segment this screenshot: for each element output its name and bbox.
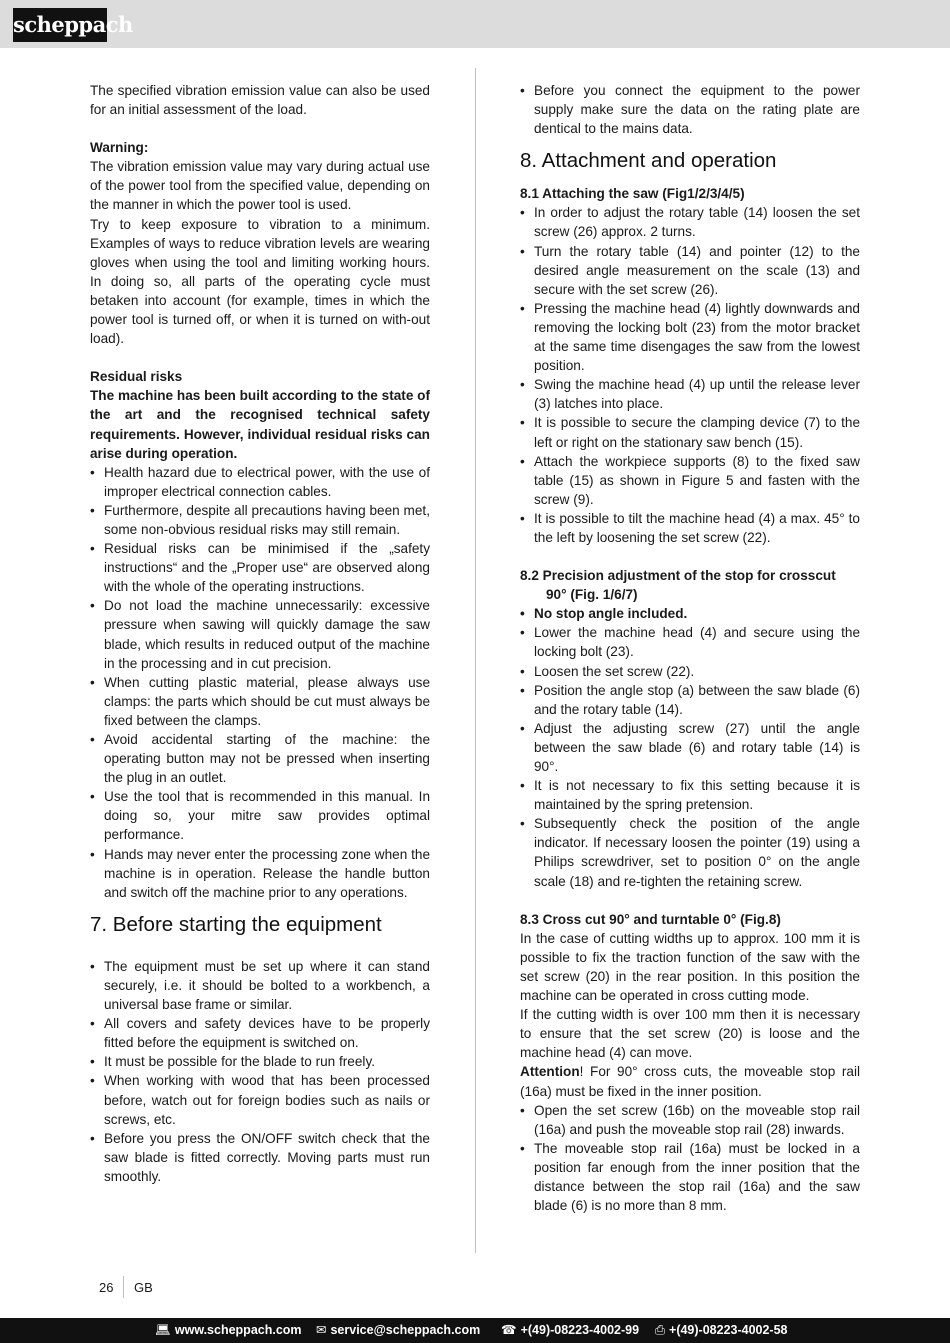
warning-paragraph-2: Try to keep exposure to vibration to a minimum. Examples of ways to reduce vibration levels are wearing gloves when using the tool and limiting working hours. In doing so, all parts of the operating cycle must betaken into account (for example, times in which the power tool is turned off, or when it is turned on with-out load).: [90, 216, 430, 347]
residual-risks-list: [90, 463, 430, 902]
list-item: • Lower the machine head (4) and secure using the locking bolt (23).: [520, 623, 860, 661]
footer-fax[interactable]: [655, 1318, 788, 1343]
list-item: • Turn the rotary table (14) and pointer (12) to the desired angle measurement on the scale (13) and secure with the set screw (26).: [520, 242, 860, 299]
section-8-3-paragraph-2: If the cutting width is over 100 mm then it is necessary to ensure that the set screw (20) is loose and the machine head (4) can move.: [520, 1007, 860, 1061]
list-item: • Subsequently check the position of the angle indicator. If necessary loosen the pointer (19) using a Philips screwdriver, set to position 0° on the angle scale (18) and re-tighten the retaining screw.: [520, 814, 860, 890]
page-number: 26: [99, 1280, 114, 1295]
list-item: • When cutting plastic material, please always use clamps: the parts which should be cut must always be fixed between the clamps.: [90, 673, 430, 730]
list-item: • It is possible to secure the clamping device (7) to the left or right on the stationary saw bench (15).: [520, 413, 860, 451]
list-item: • Adjust the adjusting screw (27) until the angle between the saw blade (6) and rotary table (14) is 90°.: [520, 719, 860, 776]
header-band: [0, 0, 950, 48]
footer-email-text: service@scheppach.com: [330, 1323, 481, 1337]
list-item: • Before you connect the equipment to the power supply make sure the data on the rating plate are dentical to the mains data.: [520, 81, 860, 138]
list-item: • Position the angle stop (a) between the saw blade (6) and the rotary table (14).: [520, 681, 860, 719]
attention-text: ! For 90° cross cuts, the moveable stop rail (16a) must be fixed in the inner position.: [520, 1064, 860, 1099]
section-8-heading: 8. Attachment and operation: [520, 149, 777, 173]
list-item: • Residual risks can be minimised if the „safety instructions“ and the „Proper use“ are observed along with the whole of the operating instructions.: [90, 539, 430, 596]
list-item: • It is possible to tilt the machine head (4) a max. 45° to the left by loosening the set screw (22).: [520, 509, 860, 547]
list-item: • Health hazard due to electrical power, with the use of improper electrical connection cables.: [90, 463, 430, 501]
list-item: • The moveable stop rail (16a) must be locked in a position far enough from the inner position that the distance between the stop rail (16a) and the saw blade (6) is no more than 8 mm.: [520, 1139, 860, 1215]
list-item: • Attach the workpiece supports (8) to the fixed saw table (15) as shown in Figure 5 and fasten with the screw (9).: [520, 452, 860, 509]
list-item: • It must be possible for the blade to run freely.: [90, 1052, 430, 1071]
list-item: • Swing the machine head (4) up until the release lever (3) latches into place.: [520, 375, 860, 413]
list-item: • Loosen the set screw (22).: [520, 662, 860, 681]
list-item: • Use the tool that is recommended in this manual. In doing so, your mitre saw provides optimal performance.: [90, 787, 430, 844]
list-item: • Furthermore, despite all precautions having been met, some non-obvious residual risks may still remain.: [90, 501, 430, 539]
connection-list: [520, 81, 860, 138]
scheppach-logo: scheppach: [13, 8, 107, 42]
footer-fax-text: +(49)-08223-4002-58: [669, 1323, 788, 1337]
list-item: • Open the set screw (16b) on the moveable stop rail (16a) and push the moveable stop rail (28) inwards.: [520, 1101, 860, 1139]
section-8-2-heading-cont: 90° (Fig. 1/6/7): [546, 587, 638, 603]
list-item: • When working with wood that has been processed before, watch out for foreign bodies such as nails or screws, etc.: [90, 1071, 430, 1128]
list-item: • In order to adjust the rotary table (14) loosen the set screw (26) approx. 2 turns.: [520, 203, 860, 241]
attention-label: Attention: [520, 1064, 580, 1080]
section-8-3-list: [520, 1101, 860, 1216]
mail-icon: ✉︎: [316, 1323, 327, 1337]
warning-paragraph-1: The vibration emission value may vary during actual use of the power tool from the specified value, depending on the manner in which the power tool is used.: [90, 159, 430, 213]
footer-bar: [0, 1318, 950, 1343]
list-item: • Avoid accidental starting of the machine: the operating button may not be pressed when inserting the plug in an outlet.: [90, 730, 430, 787]
list-item-bold: • No stop angle included.: [520, 604, 860, 623]
residual-risks-intro: The machine has been built according to the state of the art and the recognised technical safety requirements. However, individual residual risks can arise during operation.: [90, 388, 430, 461]
list-item: • Pressing the machine head (4) lightly downwards and removing the locking bolt (23) from the motor bracket at the same time disengages the saw from the lowest position.: [520, 299, 860, 375]
warning-heading: Warning:: [90, 140, 149, 156]
paragraph-vibration-intro: The specified vibration emission value can also be used for an initial assessment of the load.: [90, 83, 430, 118]
footer-phone[interactable]: [501, 1318, 639, 1343]
section-8-3-paragraph-1: In the case of cutting widths up to approx. 100 mm it is possible to fix the traction function of the saw with the set screw (20) in the rear position. In this position the machine can be operated in cross cutting mode.: [520, 930, 860, 1004]
left-column: [90, 81, 430, 1186]
section-8-1-heading: 8.1 Attaching the saw (Fig1/2/3/4/5): [520, 186, 745, 202]
list-item: • The equipment must be set up where it can stand securely, i.e. it should be bolted to a workbench, a universal base frame or similar.: [90, 957, 430, 1014]
footer-phone-text: +(49)-08223-4002-99: [520, 1323, 640, 1337]
list-item: • Hands may never enter the processing zone when the machine is in operation. Release the handle button and switch off the machine prior to any operations.: [90, 845, 430, 902]
page-language: GB: [134, 1280, 153, 1295]
footer-web[interactable]: [155, 1318, 302, 1343]
footer-web-text: www.scheppach.com: [174, 1323, 302, 1337]
computer-icon: 💻︎: [155, 1323, 171, 1337]
column-divider: [475, 68, 476, 1253]
attention-paragraph: [520, 1062, 860, 1100]
right-column: [520, 81, 860, 1215]
phone-icon: ☎︎: [501, 1323, 517, 1337]
section-8-1-list: [520, 203, 860, 547]
section-8-3-heading: 8.3 Cross cut 90° and turntable 0° (Fig.8): [520, 911, 781, 927]
section-7-list: [90, 957, 430, 1186]
fax-icon: ⎙: [655, 1323, 666, 1337]
list-item: • It is not necessary to fix this setting because it is maintained by the spring pretension.: [520, 776, 860, 814]
list-item: • Do not load the machine unnecessarily: excessive pressure when sawing will quickly damage the saw blade, which results in reduced output of the machine in the processing and in cut precision.: [90, 596, 430, 672]
footer-email[interactable]: [316, 1318, 480, 1343]
page-separator: [123, 1276, 124, 1298]
section-7-heading: 7. Before starting the equipment: [90, 912, 382, 936]
list-item: • Before you press the ON/OFF switch check that the saw blade is fitted correctly. Moving parts must run smoothly.: [90, 1129, 430, 1186]
list-item: • All covers and safety devices have to be properly fitted before the equipment is switched on.: [90, 1014, 430, 1052]
section-8-2-heading: 8.2 Precision adjustment of the stop for crosscut: [520, 568, 836, 584]
residual-risks-heading: Residual risks: [90, 369, 183, 385]
section-8-2-list: [520, 604, 860, 890]
